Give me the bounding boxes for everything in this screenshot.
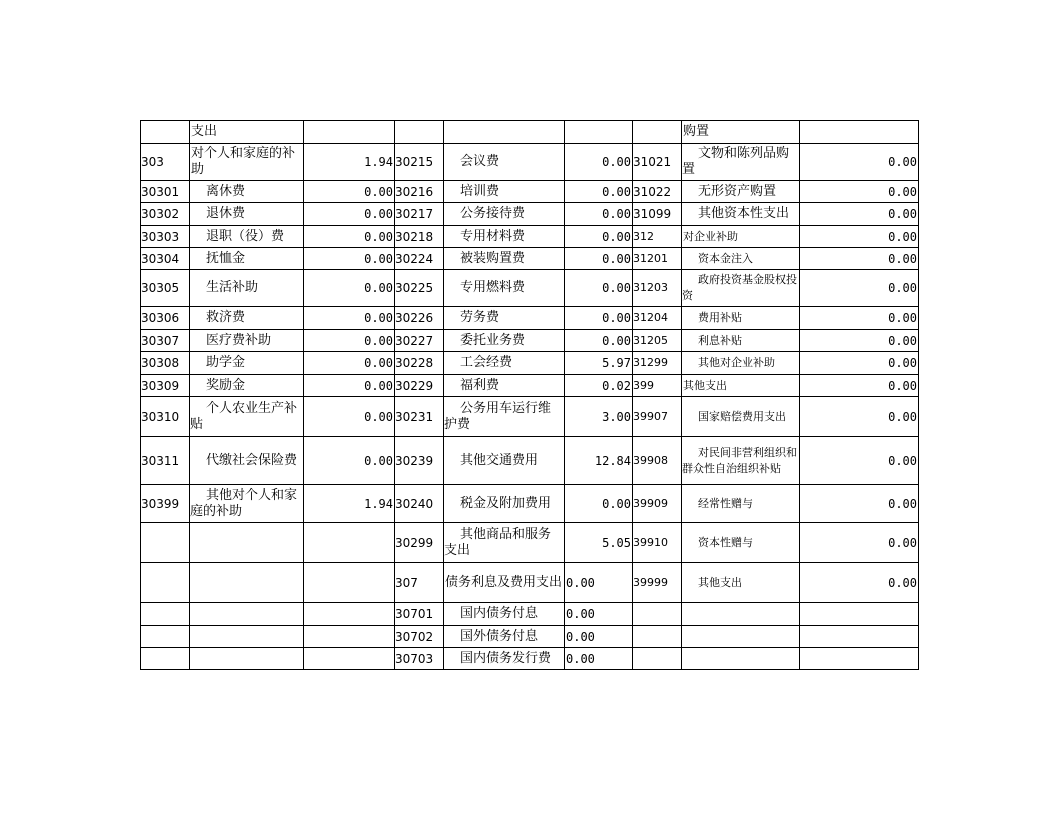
amount-cell: 0.00 [304, 330, 395, 352]
code-cell: 30227 [395, 330, 444, 352]
amount-cell [800, 648, 919, 670]
table-row [141, 203, 919, 226]
code-cell: 30310 [141, 397, 190, 437]
item-name-cell: 其他资本性支出 [682, 203, 800, 226]
code-cell: 31204 [633, 307, 682, 330]
table-row [141, 397, 919, 437]
code-cell: 39910 [633, 523, 682, 563]
code-cell [633, 603, 682, 626]
code-cell: 30701 [395, 603, 444, 626]
item-name-cell: 福利费 [444, 375, 565, 397]
code-cell: 30299 [395, 523, 444, 563]
amount-cell: 0.02 [565, 375, 633, 397]
amount-cell: 12.84 [565, 437, 633, 485]
amount-cell: 0.00 [304, 307, 395, 330]
amount-cell: 3.00 [565, 397, 633, 437]
code-cell: 30231 [395, 397, 444, 437]
item-name-cell: 救济费 [190, 307, 304, 330]
code-cell: 31203 [633, 270, 682, 307]
item-name-cell: 公务接待费 [444, 203, 565, 226]
amount-cell: 0.00 [800, 270, 919, 307]
item-name-cell [444, 121, 565, 144]
amount-cell: 5.05 [565, 523, 633, 563]
table-row [141, 375, 919, 397]
code-cell: 39909 [633, 485, 682, 523]
item-name-cell: 经常性赠与 [682, 485, 800, 523]
item-name-cell: 购置 [682, 121, 800, 144]
code-cell: 31022 [633, 181, 682, 203]
amount-cell: 0.00 [565, 563, 633, 603]
item-name-cell: 国家赔偿费用支出 [682, 397, 800, 437]
code-cell: 30229 [395, 375, 444, 397]
table-row [141, 563, 919, 603]
amount-cell: 1.94 [304, 485, 395, 523]
item-name-cell: 资本性赠与 [682, 523, 800, 563]
item-name-cell: 生活补助 [190, 270, 304, 307]
code-cell: 31021 [633, 144, 682, 181]
code-cell: 30239 [395, 437, 444, 485]
table-row [141, 181, 919, 203]
item-name-cell: 对企业补助 [682, 226, 800, 248]
amount-cell: 0.00 [800, 397, 919, 437]
amount-cell: 0.00 [565, 307, 633, 330]
item-name-cell: 被装购置费 [444, 248, 565, 270]
code-cell [141, 121, 190, 144]
item-name-cell [190, 603, 304, 626]
code-cell [141, 603, 190, 626]
amount-cell: 0.00 [800, 307, 919, 330]
code-cell: 30228 [395, 352, 444, 375]
code-cell: 39999 [633, 563, 682, 603]
amount-cell: 0.00 [565, 648, 633, 670]
item-name-cell: 政府投资基金股权投资 [682, 270, 800, 307]
item-name-cell: 医疗费补助 [190, 330, 304, 352]
code-cell: 307 [395, 563, 444, 603]
item-name-cell: 其他支出 [682, 375, 800, 397]
amount-cell: 0.00 [800, 226, 919, 248]
item-name-cell: 费用补贴 [682, 307, 800, 330]
amount-cell: 1.94 [304, 144, 395, 181]
item-name-cell: 个人农业生产补贴 [190, 397, 304, 437]
code-cell [141, 563, 190, 603]
item-name-cell: 助学金 [190, 352, 304, 375]
amount-cell [800, 603, 919, 626]
code-cell [141, 523, 190, 563]
code-cell [395, 121, 444, 144]
amount-cell [565, 121, 633, 144]
amount-cell: 0.00 [304, 352, 395, 375]
table-row [141, 248, 919, 270]
item-name-cell: 对民间非营利组织和群众性自治组织补贴 [682, 437, 800, 485]
amount-cell: 0.00 [800, 437, 919, 485]
amount-cell: 0.00 [800, 375, 919, 397]
item-name-cell: 抚恤金 [190, 248, 304, 270]
amount-cell: 0.00 [565, 226, 633, 248]
code-cell: 30702 [395, 626, 444, 648]
amount-cell [800, 626, 919, 648]
item-name-cell: 利息补贴 [682, 330, 800, 352]
item-name-cell: 资本金注入 [682, 248, 800, 270]
item-name-cell: 委托业务费 [444, 330, 565, 352]
code-cell: 399 [633, 375, 682, 397]
amount-cell: 0.00 [800, 248, 919, 270]
code-cell: 30308 [141, 352, 190, 375]
item-name-cell: 退职（役）费 [190, 226, 304, 248]
code-cell: 30217 [395, 203, 444, 226]
table-row [141, 485, 919, 523]
code-cell: 30307 [141, 330, 190, 352]
code-cell: 31099 [633, 203, 682, 226]
amount-cell [304, 603, 395, 626]
item-name-cell [682, 648, 800, 670]
amount-cell: 0.00 [565, 248, 633, 270]
amount-cell: 0.00 [565, 181, 633, 203]
item-name-cell [190, 523, 304, 563]
code-cell: 303 [141, 144, 190, 181]
code-cell: 30302 [141, 203, 190, 226]
item-name-cell [682, 626, 800, 648]
code-cell: 30301 [141, 181, 190, 203]
table-row [141, 437, 919, 485]
item-name-cell: 专用材料费 [444, 226, 565, 248]
code-cell: 30309 [141, 375, 190, 397]
item-name-cell: 其他对企业补助 [682, 352, 800, 375]
item-name-cell [190, 648, 304, 670]
item-name-cell [190, 563, 304, 603]
code-cell [633, 626, 682, 648]
item-name-cell [190, 626, 304, 648]
table-row [141, 352, 919, 375]
item-name-cell: 其他支出 [682, 563, 800, 603]
code-cell: 30311 [141, 437, 190, 485]
item-name-cell: 税金及附加费用 [444, 485, 565, 523]
amount-cell: 0.00 [800, 181, 919, 203]
code-cell: 30303 [141, 226, 190, 248]
amount-cell: 0.00 [800, 523, 919, 563]
code-cell: 30306 [141, 307, 190, 330]
amount-cell [304, 626, 395, 648]
amount-cell [304, 121, 395, 144]
code-cell: 30304 [141, 248, 190, 270]
code-cell: 30240 [395, 485, 444, 523]
code-cell: 30224 [395, 248, 444, 270]
amount-cell [800, 121, 919, 144]
item-name-cell: 其他交通费用 [444, 437, 565, 485]
item-name-cell: 国内债务发行费 [444, 648, 565, 670]
amount-cell: 0.00 [565, 330, 633, 352]
code-cell [633, 121, 682, 144]
item-name-cell: 退休费 [190, 203, 304, 226]
code-cell: 30305 [141, 270, 190, 307]
code-cell [141, 648, 190, 670]
item-name-cell: 其他商品和服务支出 [444, 523, 565, 563]
code-cell: 31299 [633, 352, 682, 375]
code-cell: 30225 [395, 270, 444, 307]
code-cell: 312 [633, 226, 682, 248]
item-name-cell: 代缴社会保险费 [190, 437, 304, 485]
expenditure-table [140, 120, 919, 670]
amount-cell: 0.00 [800, 144, 919, 181]
item-name-cell: 其他对个人和家庭的补助 [190, 485, 304, 523]
amount-cell: 0.00 [565, 203, 633, 226]
item-name-cell: 公务用车运行维护费 [444, 397, 565, 437]
table-row [141, 648, 919, 670]
table-row [141, 226, 919, 248]
item-name-cell: 奖励金 [190, 375, 304, 397]
amount-cell: 0.00 [565, 485, 633, 523]
item-name-cell: 工会经费 [444, 352, 565, 375]
item-name-cell: 支出 [190, 121, 304, 144]
amount-cell: 0.00 [565, 626, 633, 648]
code-cell: 39907 [633, 397, 682, 437]
code-cell: 31205 [633, 330, 682, 352]
code-cell: 30215 [395, 144, 444, 181]
table-row [141, 626, 919, 648]
item-name-cell: 离休费 [190, 181, 304, 203]
amount-cell: 0.00 [800, 330, 919, 352]
amount-cell: 0.00 [565, 270, 633, 307]
table-row [141, 270, 919, 307]
amount-cell: 0.00 [800, 563, 919, 603]
amount-cell: 0.00 [800, 203, 919, 226]
amount-cell: 0.00 [304, 248, 395, 270]
table-row [141, 523, 919, 563]
item-name-cell: 对个人和家庭的补助 [190, 144, 304, 181]
item-name-cell: 无形资产购置 [682, 181, 800, 203]
item-name-cell: 国外债务付息 [444, 626, 565, 648]
item-name-cell: 培训费 [444, 181, 565, 203]
code-cell [141, 626, 190, 648]
item-name-cell [682, 603, 800, 626]
amount-cell: 0.00 [565, 603, 633, 626]
table-row [141, 121, 919, 144]
item-name-cell: 会议费 [444, 144, 565, 181]
amount-cell [304, 523, 395, 563]
code-cell: 30218 [395, 226, 444, 248]
amount-cell: 0.00 [304, 375, 395, 397]
amount-cell: 0.00 [304, 226, 395, 248]
code-cell: 30216 [395, 181, 444, 203]
code-cell: 30703 [395, 648, 444, 670]
amount-cell: 0.00 [800, 485, 919, 523]
item-name-cell: 专用燃料费 [444, 270, 565, 307]
amount-cell: 0.00 [304, 397, 395, 437]
amount-cell: 0.00 [304, 437, 395, 485]
amount-cell [304, 648, 395, 670]
code-cell: 31201 [633, 248, 682, 270]
amount-cell [304, 563, 395, 603]
code-cell: 30399 [141, 485, 190, 523]
table-row [141, 603, 919, 626]
amount-cell: 0.00 [800, 352, 919, 375]
table-row [141, 144, 919, 181]
amount-cell: 5.97 [565, 352, 633, 375]
item-name-cell: 文物和陈列品购置 [682, 144, 800, 181]
amount-cell: 0.00 [304, 181, 395, 203]
item-name-cell: 劳务费 [444, 307, 565, 330]
table-row [141, 330, 919, 352]
item-name-cell: 债务利息及费用支出 [444, 563, 565, 603]
item-name-cell: 国内债务付息 [444, 603, 565, 626]
amount-cell: 0.00 [304, 203, 395, 226]
table-row [141, 307, 919, 330]
amount-cell: 0.00 [565, 144, 633, 181]
code-cell [633, 648, 682, 670]
amount-cell: 0.00 [304, 270, 395, 307]
code-cell: 39908 [633, 437, 682, 485]
code-cell: 30226 [395, 307, 444, 330]
